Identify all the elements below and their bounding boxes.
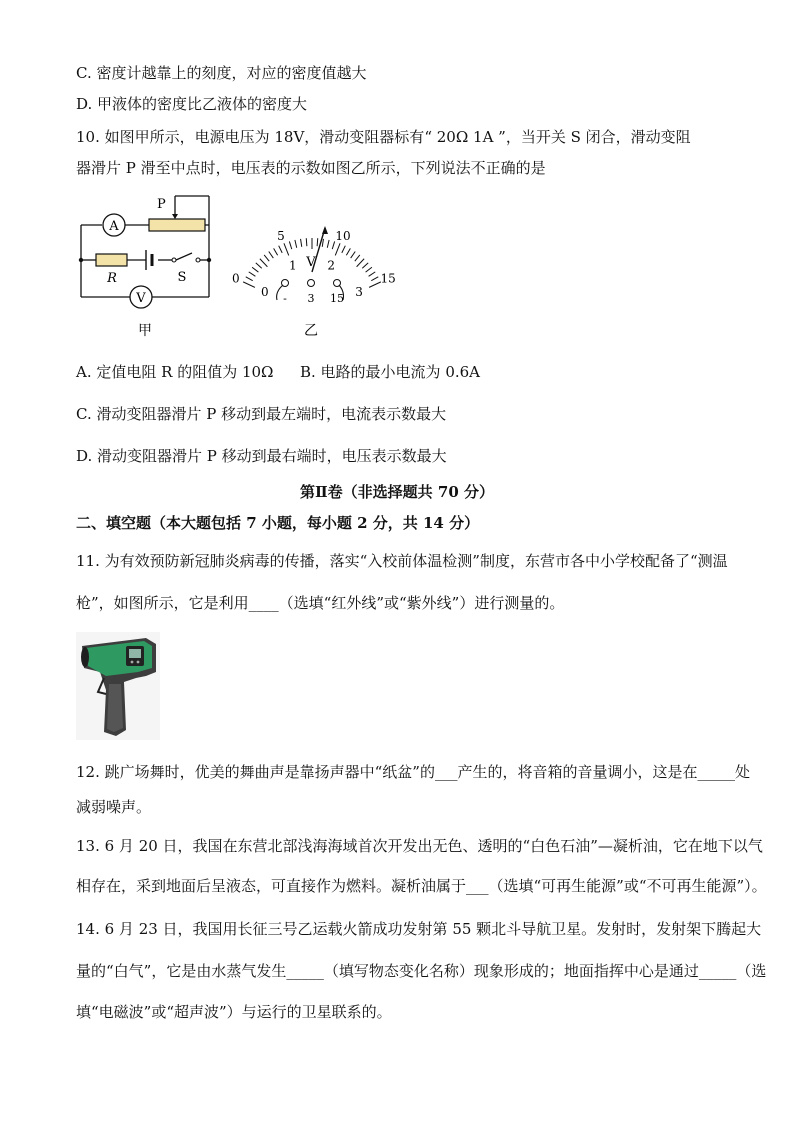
question-11-line2: 枪”，如图所示，它是利用____（选填“红外线”或“紫外线”）进行测量的。	[76, 594, 565, 612]
q10-option-b: B. 电路的最小电流为 0.6A	[300, 363, 481, 381]
dial-tick	[332, 241, 334, 249]
figure-caption-yi: 乙	[304, 323, 318, 339]
section-heading: 第Ⅱ卷（非选择题共 70 分）	[300, 483, 494, 501]
dial-tick	[351, 251, 356, 258]
dial-tick	[284, 243, 289, 255]
dial-tick	[362, 263, 368, 268]
terminal-label-15: 15	[330, 292, 344, 305]
question-12-line1: 12. 跳广场舞时，优美的舞曲声是靠扬声器中“纸盆”的___产生的，将音箱的音量调小，这是在_____处	[76, 763, 750, 781]
dial-tick	[357, 259, 365, 267]
dial-tick	[301, 239, 302, 247]
question-13-line2: 相存在，采到地面后呈液态，可直接作为燃料。凝析油属于___（选填“可再生能源”或“不可再生能源”）。	[76, 877, 767, 895]
q10-option-a: A. 定值电阻 R 的阻值为 10Ω	[76, 363, 274, 381]
question-14-line1: 14. 6 月 23 日，我国用长征三号乙运载火箭成功发射第 55 颗北斗导航卫星。发射时，发射架下腾起大	[76, 920, 762, 938]
ammeter-label: A	[109, 219, 119, 234]
figure-caption-jia: 甲	[138, 323, 152, 339]
slider-label: P	[157, 197, 166, 212]
dial-bottom-label-0: 0	[261, 285, 269, 300]
dial-tick	[306, 238, 307, 246]
resistor-icon	[96, 254, 127, 266]
dial-tick	[249, 272, 256, 276]
dial-top-label-10: 10	[335, 228, 351, 243]
option-d-q9: D. 甲液体的密度比乙液体的密度大	[76, 95, 308, 113]
dial-tick	[289, 241, 291, 249]
dial-tick	[327, 240, 329, 248]
dial-tick	[369, 272, 376, 276]
dial-top-label-15: 15	[380, 271, 396, 286]
circuit-diagram	[72, 190, 222, 340]
q10-option-c: C. 滑动变阻器滑片 P 移动到最左端时，电流表示数最大	[76, 405, 447, 423]
dial-bottom-label-1: 1	[288, 258, 297, 273]
dial-tick	[371, 277, 378, 281]
voltmeter-label: V	[136, 291, 146, 306]
dial-tick	[243, 282, 255, 287]
dial-tick	[366, 267, 372, 272]
dial-tick	[346, 248, 350, 255]
dial-unit: V	[306, 255, 316, 270]
dial-tick	[295, 240, 297, 248]
dial-tick	[279, 246, 283, 253]
dial-tick	[335, 243, 340, 255]
voltmeter-dial	[225, 192, 405, 342]
option-c-q9: C. 密度计越靠上的刻度，对应的密度值越大	[76, 64, 367, 82]
dial-tick	[274, 248, 278, 255]
dial-tick	[355, 255, 360, 261]
switch-label: S	[177, 270, 187, 285]
dial-tick	[342, 246, 346, 253]
rheostat-icon	[149, 219, 205, 231]
dial-tick	[260, 259, 268, 267]
dial-top-label-0: 0	[232, 271, 240, 286]
part-heading: 二、填空题（本大题包括 7 小题，每小题 2 分，共 14 分）	[76, 514, 480, 532]
resistor-label: R	[107, 271, 117, 286]
question-14-line2: 量的“白气”，它是由水蒸气发生_____（填写物态变化名称）现象形成的；地面指挥中心是通过_____（选	[76, 962, 767, 980]
terminal-3	[308, 280, 315, 287]
dial-tick	[256, 263, 262, 268]
dial-bottom-label-2: 2	[327, 258, 336, 273]
dial-tick	[322, 239, 323, 247]
dial-tick	[264, 255, 269, 261]
dial-bottom-label-3: 3	[355, 285, 363, 300]
dial-top-label-5: 5	[277, 228, 285, 243]
dial-tick	[269, 251, 274, 258]
question-10-line2: 器滑片 P 滑至中点时，电压表的示数如图乙所示，下列说法不正确的是	[76, 159, 546, 177]
question-12-line2: 减弱噪声。	[76, 798, 152, 816]
infrared-thermometer-icon	[76, 632, 160, 740]
terminal-label-neg: -	[283, 292, 287, 305]
question-11-line1: 11. 为有效预防新冠肺炎病毒的传播，落实“入校前体温检测”制度，东营市各中小学校配备了“测温	[76, 552, 728, 570]
terminal-label-3: 3	[307, 292, 315, 305]
dial-tick	[246, 277, 253, 281]
dial-tick	[369, 282, 381, 287]
dial-tick	[252, 267, 258, 272]
question-14-line3: 填“电磁波”或“超声波”）与运行的卫星联系的。	[76, 1003, 392, 1021]
dial-tick	[317, 238, 318, 246]
question-10-line1: 10. 如图甲所示，电源电压为 18V，滑动变阻器标有“ 20Ω 1A ”，当开关 S 闭合，滑动变阻	[76, 128, 691, 146]
q10-option-d: D. 滑动变阻器滑片 P 移动到最右端时，电压表示数最大	[76, 447, 447, 465]
question-13-line1: 13. 6 月 20 日，我国在东营北部浅海海域首次开发出无色、透明的“白色石油”—凝析油，它在地下以气	[76, 837, 763, 855]
